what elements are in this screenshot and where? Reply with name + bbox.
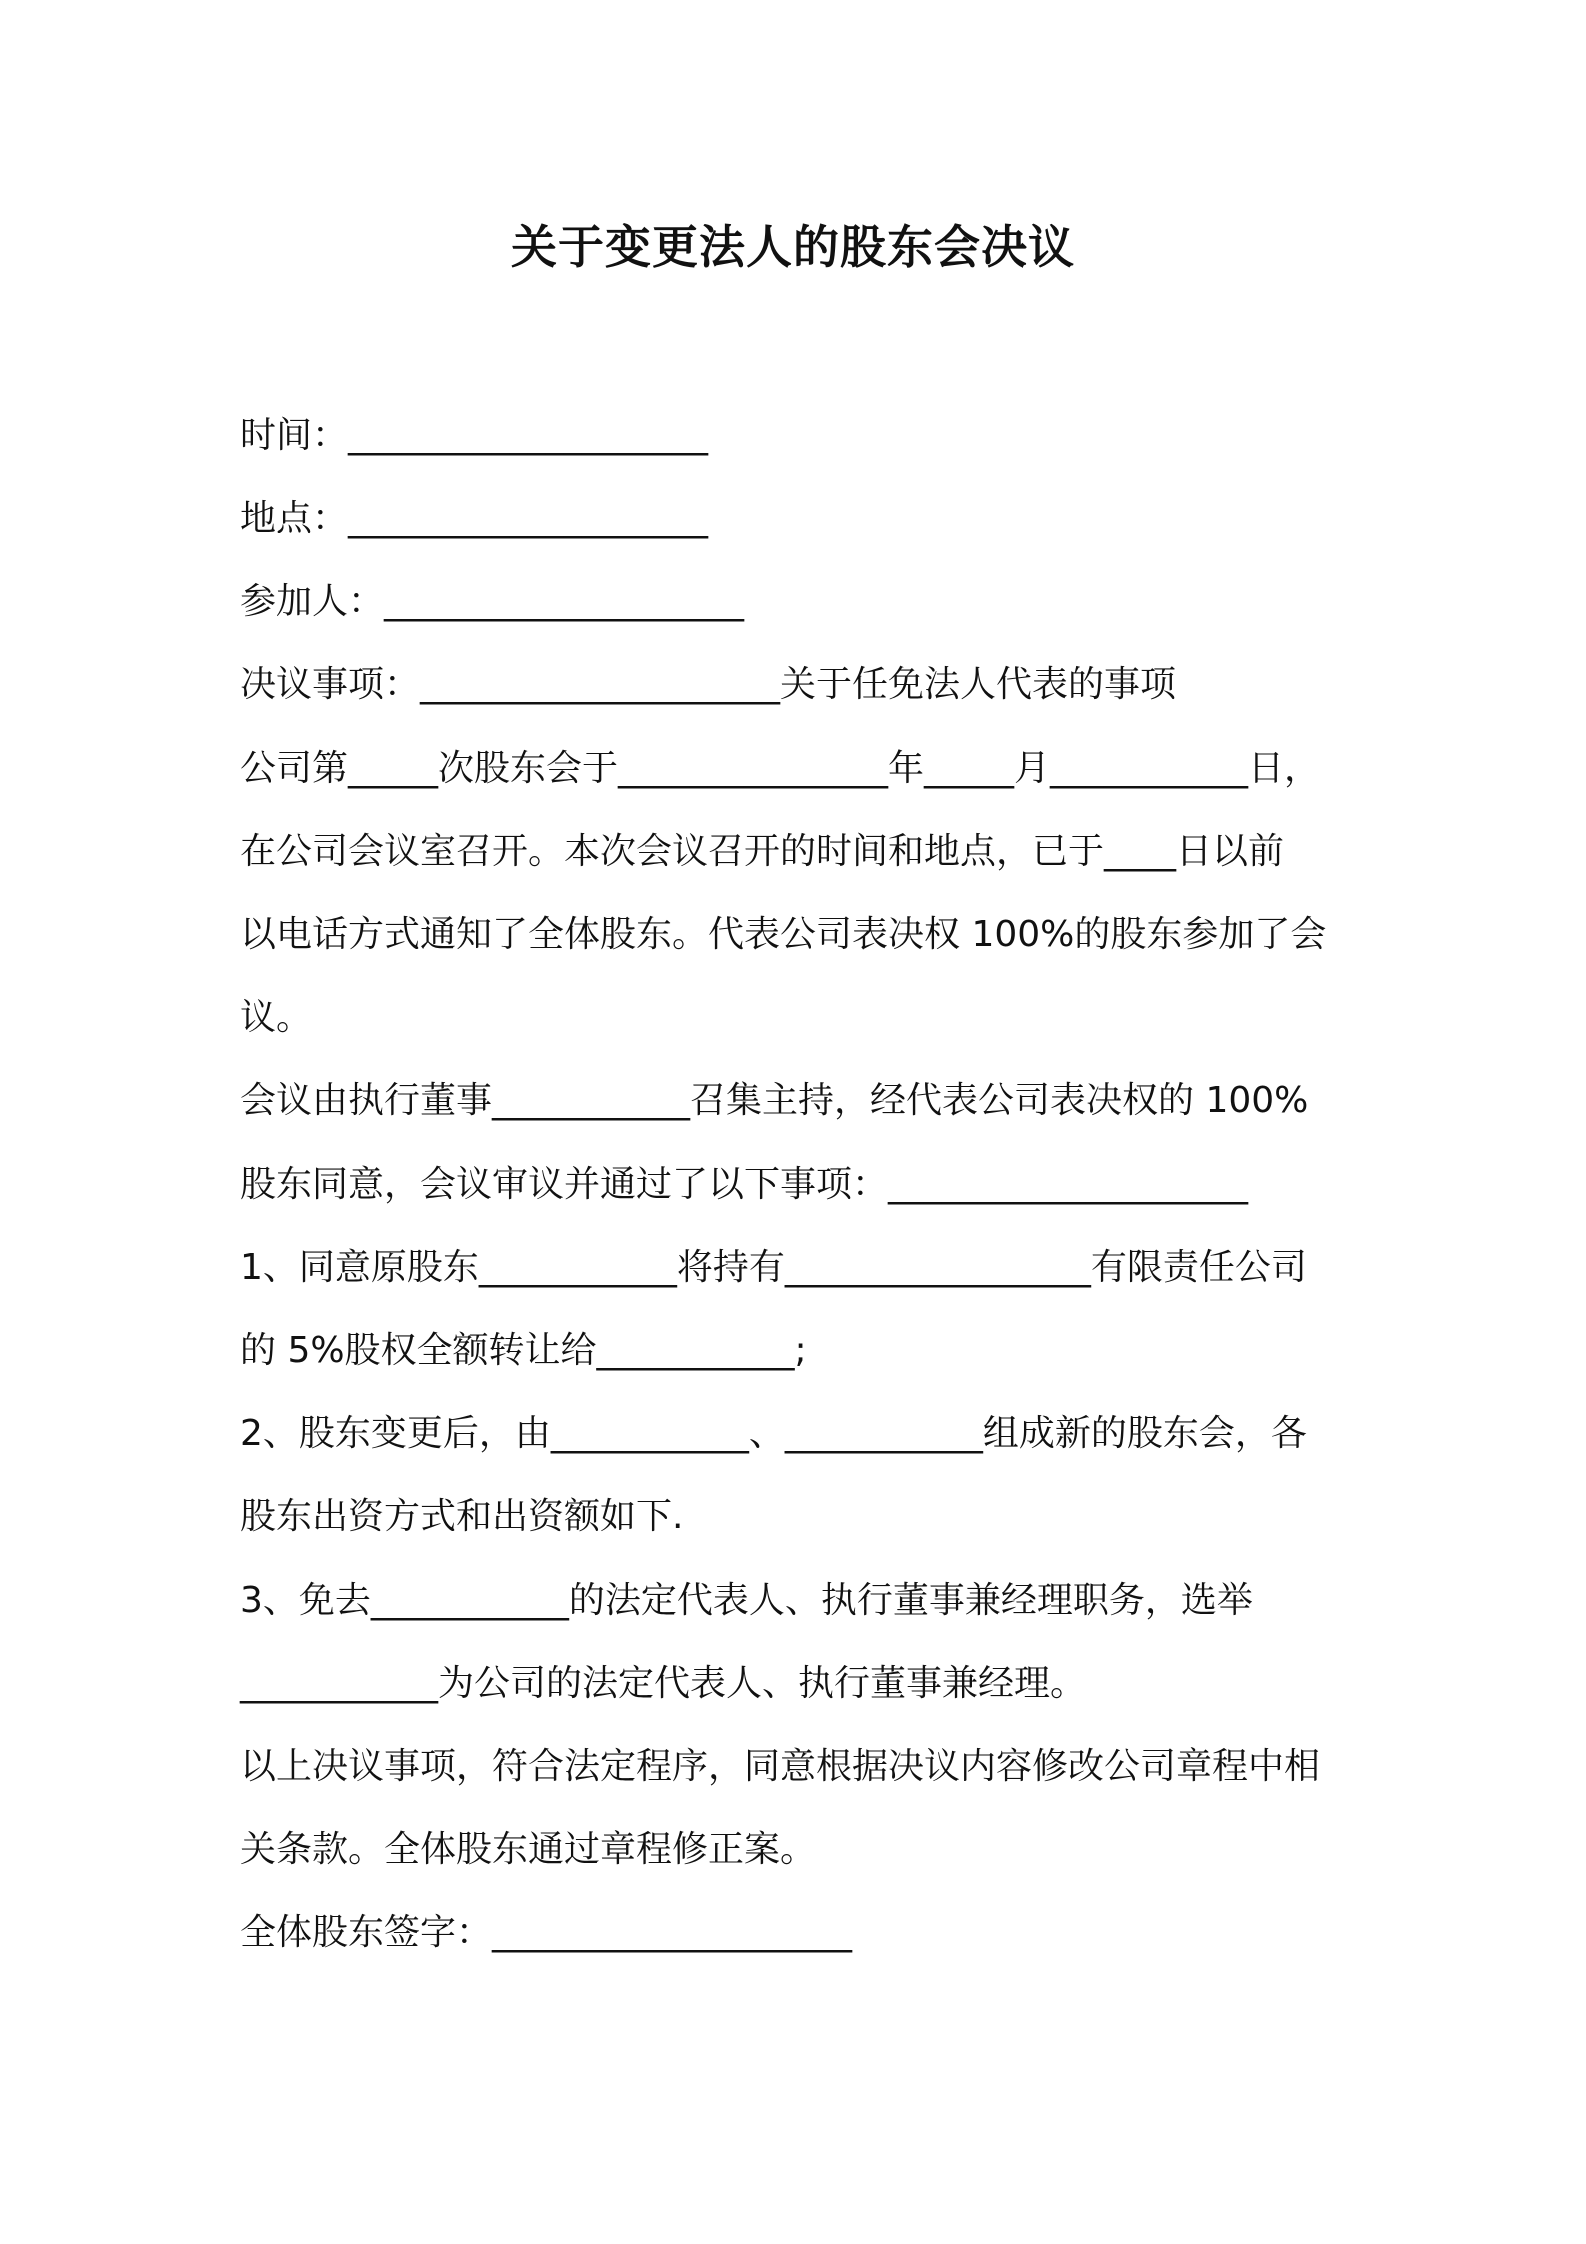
body-line: 以电话方式通知了全体股东。代表公司表决权 100%的股东参加了会 [240, 914, 1327, 955]
resolution-item-3: 3、免去___________的法定代表人、执行董事兼经理职务，选举 [240, 1580, 1253, 1621]
attendees-line: 参加人：____________________ [240, 581, 745, 622]
body-line: 股东同意，会议审议并通过了以下事项：____________________ [240, 1164, 1249, 1205]
meeting-location-line: 地点：____________________ [240, 498, 709, 539]
document-title: 关于变更法人的股东会决议 [511, 220, 1075, 274]
body-line: 公司第_____次股东会于_______________年_____月___________日， [240, 748, 1321, 789]
resolution-item-1: 1、同意原股东___________将持有_________________有限责任公司 [240, 1247, 1307, 1288]
body-line: 会议由执行董事___________召集主持，经代表公司表决权的 100% [240, 1080, 1309, 1121]
shareholder-signature-line: 全体股东签字：____________________ [240, 1912, 853, 1953]
resolution-item-2: 2、股东变更后，由___________、___________组成新的股东会，各 [240, 1413, 1307, 1454]
resolution-item-2-cont: 股东出资方式和出资额如下. [240, 1496, 684, 1537]
body-line: 以上决议事项，符合法定程序，同意根据决议内容修改公司章程中相 [240, 1746, 1321, 1787]
meeting-time-line: 时间：____________________ [240, 415, 709, 456]
resolution-item-3-cont: ___________为公司的法定代表人、执行董事兼经理。 [240, 1663, 1087, 1704]
body-line: 议。 [240, 997, 313, 1038]
body-line: 关条款。全体股东通过章程修正案。 [240, 1829, 817, 1870]
resolution-matter-line: 决议事项：____________________关于任免法人代表的事项 [240, 664, 1177, 705]
body-line: 在公司会议室召开。本次会议召开的时间和地点，已于____日以前 [240, 831, 1285, 872]
resolution-item-1-cont: 的 5%股权全额转让给___________; [240, 1330, 807, 1371]
